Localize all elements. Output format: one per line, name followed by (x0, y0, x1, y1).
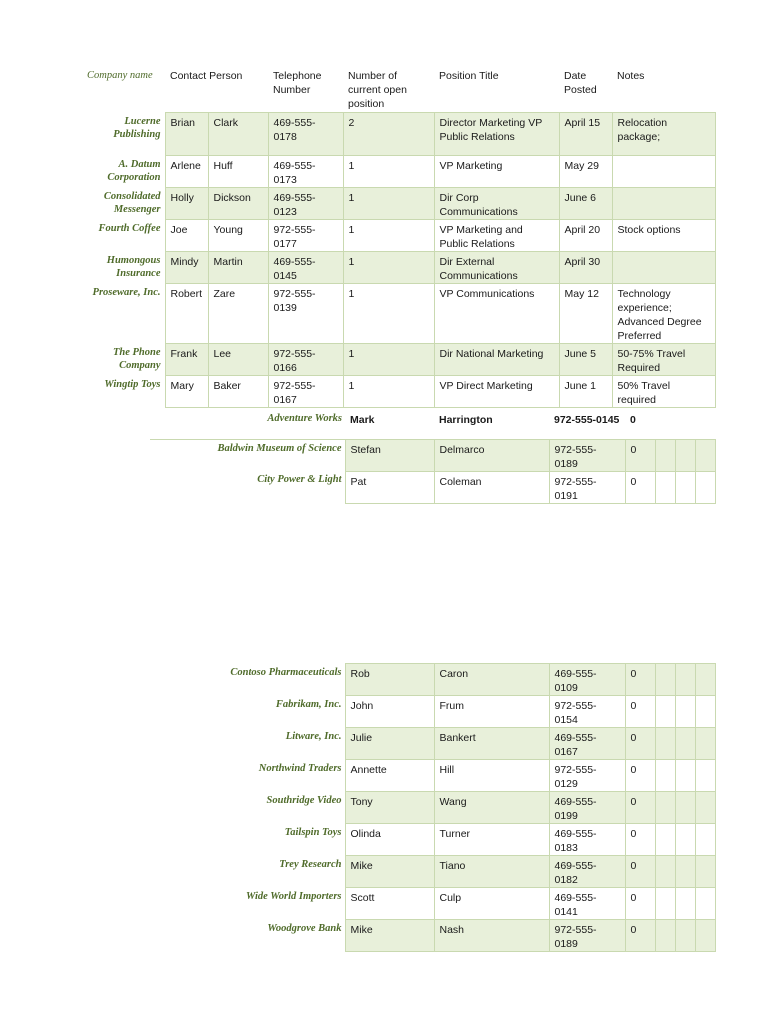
cell-last-name: Zare (208, 284, 268, 344)
cell-empty (675, 760, 695, 792)
header-contact-person: Contact Person (170, 70, 243, 82)
cell-last-name: Bankert (434, 728, 549, 760)
cell-empty (695, 696, 715, 728)
cell-position-title: VP Marketing (434, 156, 559, 188)
cell-first-name: Holly (165, 188, 208, 220)
cell-date-posted: June 1 (559, 376, 612, 408)
cell-position-title: VP Marketing and Public Relations (434, 220, 559, 252)
cell-company-name: Southridge Video (266, 794, 342, 806)
cell-empty (675, 920, 695, 952)
cell-open-positions: 1 (343, 252, 434, 284)
cell-first-name: Olinda (345, 824, 434, 856)
cell-empty (655, 728, 675, 760)
table-row (150, 410, 715, 439)
table-row (80, 344, 715, 376)
cell-empty (655, 792, 675, 824)
cell-empty (675, 471, 695, 503)
cell-last-name: Delmarco (434, 439, 549, 471)
header-notes: Notes (617, 70, 645, 82)
cell-open-positions: 0 (625, 792, 655, 824)
cell-company-name: A. Datum Corporation (107, 158, 161, 183)
cell-telephone: 469-555-0178 (268, 113, 343, 156)
cell-empty (695, 888, 715, 920)
header-company-name: Company name (87, 70, 153, 81)
cell-last-name: Hill (434, 760, 549, 792)
cell-empty (675, 664, 695, 696)
cell-open-positions: 2 (343, 113, 434, 156)
table-row (150, 696, 715, 728)
cell-empty (655, 824, 675, 856)
cell-telephone: 972-555-0189 (549, 920, 625, 952)
cell-company-name: Consolidated Messenger (103, 190, 161, 215)
header-telephone-number: Telephone Number (273, 70, 322, 96)
table-row (80, 284, 715, 344)
cell-position-title: VP Communications (434, 284, 559, 344)
cell-telephone: 469-555-0183 (549, 824, 625, 856)
cell-company-name: Lucerne Publishing (113, 115, 161, 140)
cell-last-name: Tiano (434, 856, 549, 888)
cell-first-name: Julie (345, 728, 434, 760)
cell-open-positions: 0 (625, 471, 655, 503)
cell-open-positions: 0 (625, 696, 655, 728)
cell-empty (655, 888, 675, 920)
cell-open-positions: 1 (343, 284, 434, 344)
cell-position-title: Director Marketing VP Public Relations (434, 113, 559, 156)
cell-telephone: 972-555-0154 (549, 696, 625, 728)
cell-empty (695, 728, 715, 760)
cell-last-name: Frum (434, 696, 549, 728)
cell-telephone: 469-555-0123 (268, 188, 343, 220)
cell-empty (695, 664, 715, 696)
cell-empty (655, 920, 675, 952)
table-row (150, 792, 715, 824)
cell-empty (655, 856, 675, 888)
cell-notes: Stock options (612, 220, 715, 252)
cell-position-title: VP Direct Marketing (434, 376, 559, 408)
header-position-title: Position Title (439, 70, 499, 82)
contacts-table-2 (150, 410, 716, 504)
cell-first-name: John (345, 696, 434, 728)
cell-telephone: 469-555-0199 (549, 792, 625, 824)
cell-position-title: Dir External Communications (434, 252, 559, 284)
table-row (80, 188, 715, 220)
cell-empty (675, 824, 695, 856)
table-row (80, 220, 715, 252)
cell-empty (695, 471, 715, 503)
cell-empty (675, 728, 695, 760)
contacts-table-3 (150, 663, 716, 952)
table-row (150, 920, 715, 952)
cell-date-posted: April 30 (559, 252, 612, 284)
cell-telephone: 972-555-0129 (549, 760, 625, 792)
cell-notes: Relocation package; (612, 113, 715, 156)
cell-last-name: Harrington (434, 410, 549, 439)
cell-company-name: City Power & Light (257, 474, 342, 485)
cell-telephone: 972-555-0177 (268, 220, 343, 252)
cell-open-positions: 0 (625, 664, 655, 696)
cell-company-name: Contoso Pharmaceuticals (230, 666, 342, 678)
cell-open-positions: 0 (625, 856, 655, 888)
cell-notes: Technology experience; Advanced Degree Preferred (612, 284, 715, 344)
cell-company-name: Woodgrove Bank (267, 922, 342, 934)
table-row (150, 664, 715, 696)
cell-notes (612, 188, 715, 220)
table-row (150, 824, 715, 856)
cell-empty (695, 824, 715, 856)
cell-first-name: Scott (345, 888, 434, 920)
cell-telephone: 469-555-0145 (268, 252, 343, 284)
cell-open-positions: 0 (625, 824, 655, 856)
cell-company-name: Litware, Inc. (285, 730, 342, 742)
table-header-row (80, 67, 715, 113)
table-row (80, 156, 715, 188)
cell-first-name: Mike (345, 920, 434, 952)
cell-open-positions: 0 (625, 728, 655, 760)
cell-open-positions: 0 (625, 920, 655, 952)
cell-company-name: Adventure Works (150, 410, 345, 439)
cell-notes (612, 156, 715, 188)
cell-company-name: Fabrikam, Inc. (275, 698, 342, 710)
cell-date-posted: June 5 (559, 344, 612, 376)
cell-position-title: Dir Corp Communications (434, 188, 559, 220)
cell-open-positions: 1 (343, 220, 434, 252)
cell-empty (655, 696, 675, 728)
table-row (150, 888, 715, 920)
cell-company-name: Fourth Coffee (98, 222, 161, 234)
cell-open-positions: 0 (625, 888, 655, 920)
cell-company-name: The Phone Company (112, 346, 161, 371)
cell-empty (695, 439, 715, 471)
cell-empty (675, 792, 695, 824)
cell-open-positions: 0 (625, 439, 655, 471)
cell-last-name: Young (208, 220, 268, 252)
cell-open-positions: 0 (625, 410, 655, 439)
cell-empty (655, 760, 675, 792)
cell-notes (612, 252, 715, 284)
cell-empty (655, 410, 675, 439)
cell-telephone: 469-555-0182 (549, 856, 625, 888)
cell-company-name: Baldwin Museum of Science (217, 442, 342, 454)
cell-empty (695, 920, 715, 952)
cell-last-name: Dickson (208, 188, 268, 220)
cell-date-posted: April 20 (559, 220, 612, 252)
cell-open-positions: 0 (625, 760, 655, 792)
cell-first-name: Mindy (165, 252, 208, 284)
table-row (150, 439, 715, 471)
cell-empty (655, 471, 675, 503)
table-row (80, 252, 715, 284)
cell-empty (655, 664, 675, 696)
cell-last-name: Clark (208, 113, 268, 156)
cell-last-name: Nash (434, 920, 549, 952)
cell-open-positions: 1 (343, 376, 434, 408)
cell-open-positions: 1 (343, 344, 434, 376)
cell-telephone: 972-555-0167 (268, 376, 343, 408)
cell-empty (695, 410, 715, 439)
table-row (80, 376, 715, 408)
cell-telephone: 469-555-0167 (549, 728, 625, 760)
cell-company-name: Trey Research (279, 858, 342, 870)
cell-company-name: Proseware, Inc. (92, 286, 161, 298)
cell-company-name: Tailspin Toys (284, 826, 342, 838)
cell-first-name: Tony (345, 792, 434, 824)
table-row (150, 856, 715, 888)
cell-last-name: Culp (434, 888, 549, 920)
table-row (150, 760, 715, 792)
cell-telephone: 972-555-0191 (549, 471, 625, 503)
cell-empty (695, 856, 715, 888)
header-date-posted: Date Posted (564, 70, 597, 96)
cell-last-name: Wang (434, 792, 549, 824)
cell-first-name: Mike (345, 856, 434, 888)
cell-empty (675, 888, 695, 920)
cell-telephone: 972-555-0139 (268, 284, 343, 344)
cell-company-name: Northwind Traders (258, 762, 342, 774)
cell-open-positions: 1 (343, 188, 434, 220)
cell-last-name: Coleman (434, 471, 549, 503)
cell-telephone: 972-555-0145 (549, 410, 625, 439)
cell-date-posted: June 6 (559, 188, 612, 220)
cell-empty (695, 760, 715, 792)
cell-first-name: Annette (345, 760, 434, 792)
cell-empty (695, 792, 715, 824)
cell-last-name: Turner (434, 824, 549, 856)
cell-first-name: Arlene (165, 156, 208, 188)
cell-last-name: Baker (208, 376, 268, 408)
cell-date-posted: April 15 (559, 113, 612, 156)
cell-telephone: 469-555-0141 (549, 888, 625, 920)
cell-company-name: Wide World Importers (246, 890, 342, 902)
cell-first-name: Rob (345, 664, 434, 696)
cell-position-title: Dir National Marketing (434, 344, 559, 376)
cell-telephone: 972-555-0166 (268, 344, 343, 376)
cell-date-posted: May 12 (559, 284, 612, 344)
cell-first-name: Stefan (345, 439, 434, 471)
cell-first-name: Frank (165, 344, 208, 376)
cell-company-name: Wingtip Toys (104, 378, 161, 390)
cell-date-posted: May 29 (559, 156, 612, 188)
cell-last-name: Lee (208, 344, 268, 376)
cell-first-name: Brian (165, 113, 208, 156)
table-row (150, 471, 715, 503)
cell-last-name: Martin (208, 252, 268, 284)
cell-notes: 50% Travel required (612, 376, 715, 408)
cell-empty (675, 696, 695, 728)
cell-telephone: 469-555-0173 (268, 156, 343, 188)
cell-last-name: Caron (434, 664, 549, 696)
cell-first-name: Mary (165, 376, 208, 408)
cell-telephone: 972-555-0189 (549, 439, 625, 471)
table-row (80, 113, 715, 156)
cell-notes: 50-75% Travel Required (612, 344, 715, 376)
cell-first-name: Mark (345, 410, 434, 439)
cell-last-name: Huff (208, 156, 268, 188)
cell-empty (675, 856, 695, 888)
cell-first-name: Pat (345, 471, 434, 503)
open-positions-table (80, 67, 716, 408)
cell-company-name: Humongous Insurance (106, 254, 161, 279)
header-open-positions: Number of current open position (348, 70, 407, 110)
cell-first-name: Robert (165, 284, 208, 344)
cell-open-positions: 1 (343, 156, 434, 188)
cell-first-name: Joe (165, 220, 208, 252)
cell-empty (675, 410, 695, 439)
cell-empty (655, 439, 675, 471)
cell-empty (675, 439, 695, 471)
table-row (150, 728, 715, 760)
cell-telephone: 469-555-0109 (549, 664, 625, 696)
